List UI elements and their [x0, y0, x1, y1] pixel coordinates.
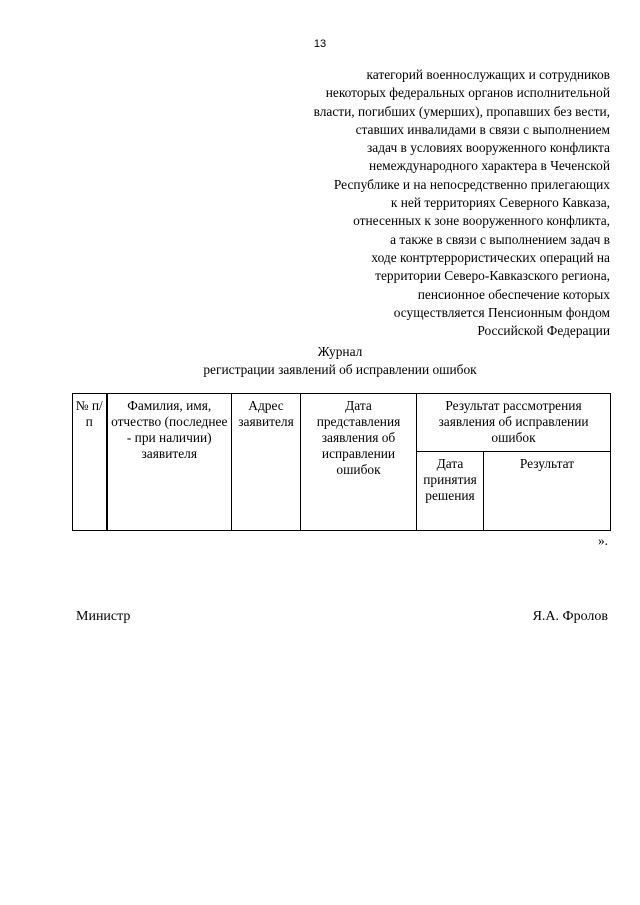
header-review-result: Результат рассмотрения заявления об исправлении ошибок — [417, 394, 611, 452]
header-number: № п/п — [73, 394, 107, 531]
addressee-line: территории Северо-Кавказского региона, — [375, 268, 610, 284]
header-applicant-name: Фамилия, имя, отчество (последнее - при наличии) заявителя — [107, 394, 232, 531]
addressee-line: ставших инвалидами в связи с выполнением — [355, 121, 610, 137]
journal-title — [0, 343, 640, 379]
addressee-line: немеждународного характера в Чеченской — [369, 158, 610, 174]
addressee-line: осуществляется Пенсионным фондом — [393, 304, 610, 320]
header-submission-date: Дата представления заявления об исправлении ошибок — [301, 394, 417, 531]
addressee-block — [250, 66, 610, 340]
journal-title-line2: регистрации заявлений об исправлении ошибок — [203, 362, 477, 377]
journal-table — [72, 393, 611, 531]
addressee-line: задач в условиях вооруженного конфликта — [367, 140, 610, 156]
addressee-line: некоторых федеральных органов исполнительной — [325, 85, 610, 101]
addressee-line: власти, погибших (умерших), пропавших без вести, — [313, 103, 610, 119]
addressee-line: отнесенных к зоне вооруженного конфликта, — [353, 213, 610, 229]
page-number: 13 — [313, 38, 327, 50]
signatory-name: Я.А. Фролов — [532, 609, 608, 624]
signatory-position: Министр — [76, 609, 131, 624]
addressee-line: Российской Федерации — [477, 323, 610, 339]
header-decision-date: Дата принятия решения — [417, 452, 484, 531]
header-result: Результат — [484, 452, 611, 531]
addressee-line: ходе контртеррористических операций на — [371, 249, 610, 265]
addressee-line: пенсионное обеспечение которых — [417, 286, 610, 302]
header-applicant-address: Адрес заявителя — [232, 394, 301, 531]
addressee-line: а также в связи с выполнением задач в — [390, 231, 610, 247]
closing-quote: ». — [597, 533, 608, 548]
addressee-line: к ней территориях Северного Кавказа, — [390, 195, 610, 211]
journal-title-line1: Журнал — [317, 344, 363, 359]
addressee-line: Республике и на непосредственно прилегающих — [333, 176, 610, 192]
addressee-line: категорий военнослужащих и сотрудников — [366, 67, 610, 82]
